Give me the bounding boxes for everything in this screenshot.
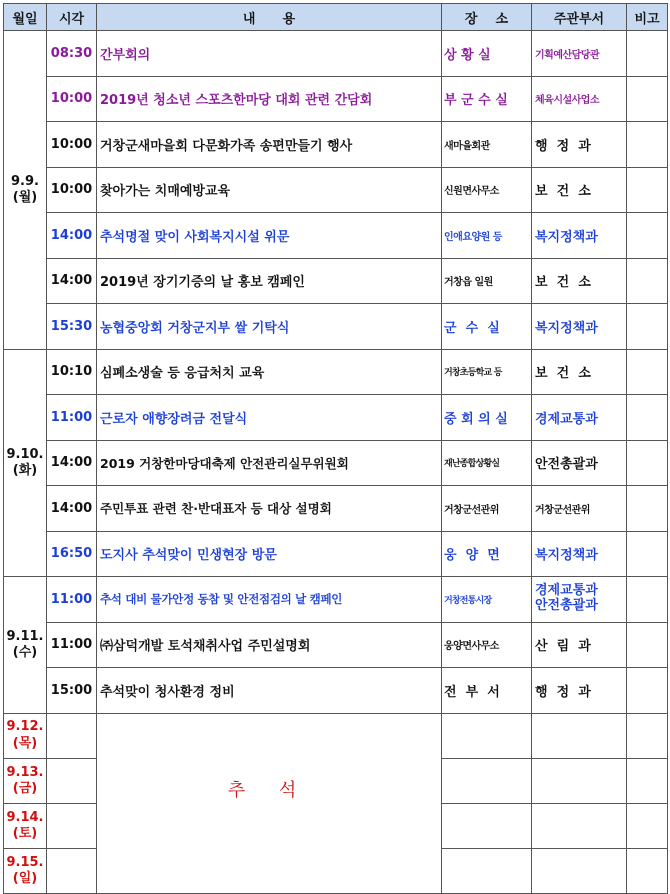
dept-cell — [532, 758, 627, 803]
time-cell: 11:00 — [47, 622, 97, 668]
header-note: 비고 — [627, 4, 668, 31]
time-cell — [47, 758, 97, 803]
content-cell: 2019 거창한마당대축제 안전관리실무위원회 — [97, 440, 442, 486]
note-cell — [627, 713, 668, 758]
time-cell: 10:00 — [47, 122, 97, 168]
note-cell — [627, 31, 668, 77]
place-cell: 신원면사무소 — [442, 167, 532, 213]
dept-cell — [532, 713, 627, 758]
place-cell: 전 부 서 — [442, 668, 532, 714]
date-cell: 9.11. (수) — [4, 577, 47, 714]
header-content: 내 용 — [97, 4, 442, 31]
table-row — [4, 304, 668, 350]
time-cell — [47, 803, 97, 848]
table-row — [4, 76, 668, 122]
place-cell: 군 수 실 — [442, 304, 532, 350]
table-row — [4, 440, 668, 486]
dept-cell: 복지정책과 — [532, 531, 627, 577]
table-row — [4, 486, 668, 532]
content-cell: 추석명절 맞이 사회복지시설 위문 — [97, 213, 442, 259]
note-cell — [627, 531, 668, 577]
place-cell: 거창초등학교 등 — [442, 349, 532, 395]
dept-cell: 거창군선관위 — [532, 486, 627, 532]
place-cell: 새마을회관 — [442, 122, 532, 168]
holiday-date-cell: 9.13. (금) — [4, 758, 47, 803]
content-cell: 간부회의 — [97, 31, 442, 77]
header-dept: 주관부서 — [532, 4, 627, 31]
dept-cell: 기획예산담당관 — [532, 31, 627, 77]
content-cell: 찾아가는 치매예방교육 — [97, 167, 442, 213]
table-row — [4, 258, 668, 304]
header-date: 월일 — [4, 4, 47, 31]
place-cell: 웅양면사무소 — [442, 622, 532, 668]
note-cell — [627, 76, 668, 122]
dept-cell — [532, 849, 627, 894]
dept-cell — [532, 803, 627, 848]
content-cell: ㈜삼덕개발 토석채취사업 주민설명회 — [97, 622, 442, 668]
place-cell — [442, 849, 532, 894]
note-cell — [627, 758, 668, 803]
content-cell: 농협중앙회 거창군지부 쌀 기탁식 — [97, 304, 442, 350]
note-cell — [627, 668, 668, 714]
place-cell: 웅 양 면 — [442, 531, 532, 577]
time-cell: 10:00 — [47, 167, 97, 213]
table-row — [4, 167, 668, 213]
table-row — [4, 713, 668, 758]
table-row — [4, 122, 668, 168]
place-cell — [442, 758, 532, 803]
note-cell — [627, 622, 668, 668]
time-cell: 14:00 — [47, 213, 97, 259]
time-cell: 16:50 — [47, 531, 97, 577]
holiday-content-cell — [97, 713, 442, 894]
note-cell — [627, 167, 668, 213]
dept-cell: 산 림 과 — [532, 622, 627, 668]
note-cell — [627, 577, 668, 623]
date-cell: 9.10. (화) — [4, 349, 47, 577]
note-cell — [627, 122, 668, 168]
dept-cell: 보 건 소 — [532, 349, 627, 395]
dept-cell: 복지정책과 — [532, 213, 627, 259]
time-cell: 11:00 — [47, 395, 97, 441]
time-cell: 08:30 — [47, 31, 97, 77]
table-row — [4, 577, 668, 623]
time-cell — [47, 849, 97, 894]
note-cell — [627, 258, 668, 304]
dept-cell: 행 정 과 — [532, 668, 627, 714]
holiday-date-cell: 9.15. (일) — [4, 849, 47, 894]
header-place: 장 소 — [442, 4, 532, 31]
time-cell: 10:10 — [47, 349, 97, 395]
dept-cell: 보 건 소 — [532, 258, 627, 304]
dept-line-2: 안전총괄과 — [535, 598, 598, 614]
note-cell — [627, 440, 668, 486]
schedule-table — [3, 3, 668, 894]
content-cell: 추석맞이 청사환경 정비 — [97, 668, 442, 714]
place-cell: 부 군 수 실 — [442, 76, 532, 122]
time-cell: 14:00 — [47, 258, 97, 304]
time-cell — [47, 713, 97, 758]
note-cell — [627, 349, 668, 395]
holiday-date-cell: 9.12. (목) — [4, 713, 47, 758]
place-cell: 인애요양원 등 — [442, 213, 532, 259]
time-cell: 10:00 — [47, 76, 97, 122]
dept-cell: 체육시설사업소 — [532, 76, 627, 122]
date-cell: 9.9. (월) — [4, 31, 47, 350]
content-cell: 도지사 추석맞이 민생현장 방문 — [97, 531, 442, 577]
time-cell: 14:00 — [47, 440, 97, 486]
place-cell — [442, 803, 532, 848]
dept-line-1: 경제교통과 — [535, 583, 598, 599]
place-cell: 재난종합상황실 — [442, 440, 532, 486]
table-row — [4, 622, 668, 668]
place-cell — [442, 713, 532, 758]
place-cell: 거창읍 일원 — [442, 258, 532, 304]
dept-cell: 행 정 과 — [532, 122, 627, 168]
holiday-date-cell: 9.14. (토) — [4, 803, 47, 848]
content-cell: 2019년 장기기증의 날 홍보 캠페인 — [97, 258, 442, 304]
place-cell: 거창군선관위 — [442, 486, 532, 532]
note-cell — [627, 486, 668, 532]
note-cell — [627, 304, 668, 350]
dept-cell: 안전총괄과 — [532, 440, 627, 486]
header-time: 시각 — [47, 4, 97, 31]
dept-cell: 경제교통과 — [532, 395, 627, 441]
content-cell: 추석 대비 물가안정 동참 및 안전점검의 날 캠페인 — [97, 577, 442, 623]
content-cell: 2019년 청소년 스포츠한마당 대회 관련 간담회 — [97, 76, 442, 122]
table-row — [4, 213, 668, 259]
time-cell: 11:00 — [47, 577, 97, 623]
note-cell — [627, 213, 668, 259]
table-row — [4, 668, 668, 714]
dept-cell — [532, 577, 627, 623]
note-cell — [627, 803, 668, 848]
table-row — [4, 31, 668, 77]
content-cell: 근로자 애향장려금 전달식 — [97, 395, 442, 441]
dept-cell: 복지정책과 — [532, 304, 627, 350]
table-row — [4, 395, 668, 441]
time-cell: 15:30 — [47, 304, 97, 350]
place-cell: 거창전통시장 — [442, 577, 532, 623]
note-cell — [627, 849, 668, 894]
content-cell: 주민투표 관련 찬·반대표자 등 대상 설명회 — [97, 486, 442, 532]
dept-cell: 보 건 소 — [532, 167, 627, 213]
content-cell: 심폐소생술 등 응급처치 교육 — [97, 349, 442, 395]
table-row — [4, 531, 668, 577]
note-cell — [627, 395, 668, 441]
time-cell: 15:00 — [47, 668, 97, 714]
place-cell: 상 황 실 — [442, 31, 532, 77]
time-cell: 14:00 — [47, 486, 97, 532]
place-cell: 중 회 의 실 — [442, 395, 532, 441]
holiday-label: 추 석 — [227, 779, 311, 801]
header-row — [4, 4, 668, 31]
table-row — [4, 349, 668, 395]
content-cell: 거창군새마을회 다문화가족 송편만들기 행사 — [97, 122, 442, 168]
